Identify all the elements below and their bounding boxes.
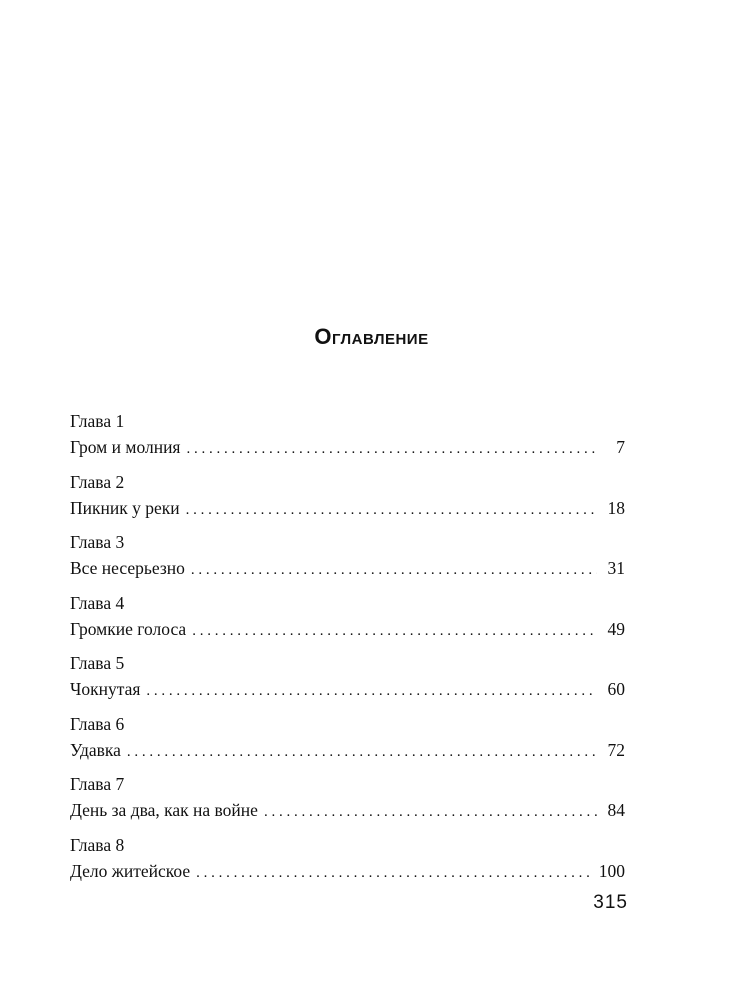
chapter-title: Дело житейское [70,860,191,881]
toc-line [70,616,625,644]
chapter-label: Глава 7 [70,774,125,794]
dot-leader [127,739,597,765]
toc-line [70,737,625,765]
dot-leader [191,557,597,583]
toc-line [70,555,625,583]
toc-line [70,434,625,462]
toc-entry[interactable] [70,832,625,893]
dot-leader [196,860,593,886]
chapter-title: Гром и молния [70,437,181,457]
page-number: 49 [607,618,625,639]
page-folio-number: 315 [593,892,628,913]
page-number: 72 [607,739,625,760]
toc-line [70,858,625,886]
chapter-title: Пикник у реки [70,497,180,518]
toc-entry[interactable] [70,408,625,469]
chapter-label: Глава 8 [70,834,125,855]
toc-entry[interactable] [70,590,625,651]
page-number: 7 [616,437,625,457]
toc-entry[interactable] [70,711,625,772]
chapter-label: Глава 3 [70,532,125,552]
page-number: 31 [607,558,625,578]
chapter-title: Все несерьезно [70,558,185,578]
chapter-title: Чокнутая [70,679,141,699]
chapter-label: Глава 2 [70,471,125,492]
chapter-title: Удавка [70,739,121,760]
dot-leader [146,678,597,704]
toc-entry[interactable] [70,771,625,832]
table-of-contents [70,408,625,892]
chapter-label: Глава 5 [70,653,125,673]
toc-line [70,797,625,825]
chapter-label: Глава 4 [70,592,125,613]
dot-leader [264,799,597,825]
dot-leader [192,618,597,644]
chapter-label: Глава 1 [70,411,125,431]
chapter-label: Глава 6 [70,713,125,734]
page-number: 84 [607,800,625,820]
page-number: 18 [607,497,625,518]
toc-entry[interactable] [70,469,625,530]
dot-leader [186,436,597,462]
page-number: 60 [607,679,625,699]
page-number: 100 [598,860,625,881]
toc-entry[interactable] [70,529,625,590]
toc-line [70,495,625,523]
toc-line [70,676,625,704]
chapter-title: Громкие голоса [70,618,187,639]
dot-leader [186,497,597,523]
chapter-title: День за два, как на войне [70,800,258,820]
page-title: Оглавление [314,324,429,349]
toc-entry[interactable] [70,650,625,711]
